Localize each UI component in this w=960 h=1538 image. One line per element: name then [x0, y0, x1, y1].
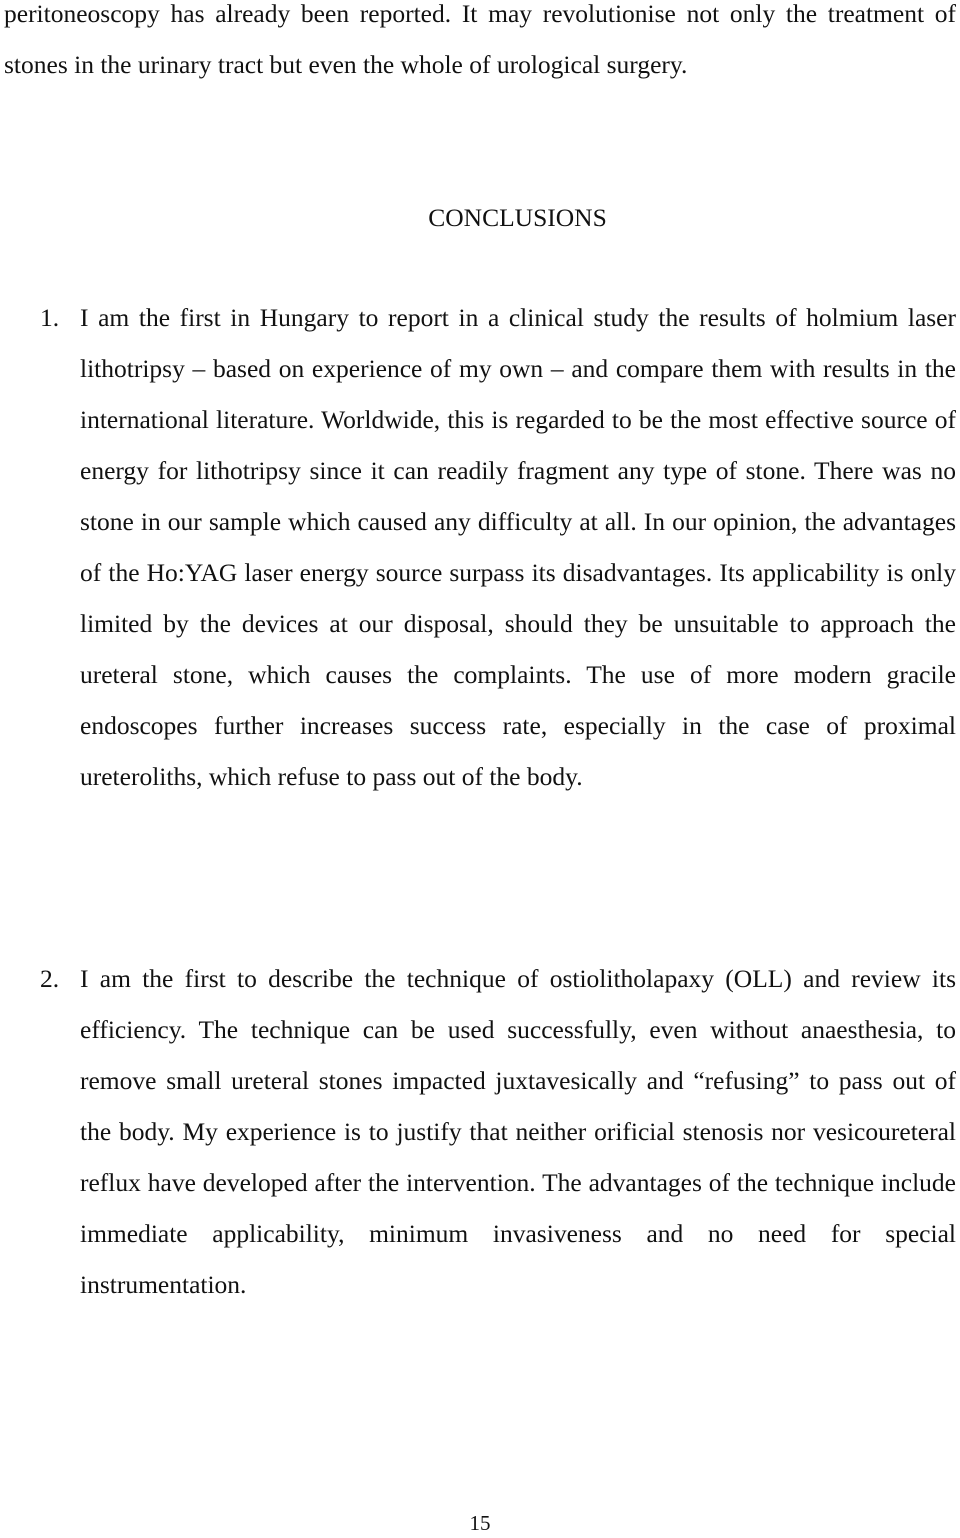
conclusion-text: I am the first to describe the technique of ostiolitholapaxy (OLL) and review its efficiency. The technique can be used successfully, even without anaesthesia, to remove small ureteral stones impacted juxtavesically and “refusing” to pass out of the body. My experience is to justify that neither orificial stenosis nor vesicoureteral reflux have developed after the intervention. The advantages of the technique include immediate applicability, minimum invasiveness and no need for special instrumentation. [80, 964, 956, 1299]
conclusion-number: 1. [40, 303, 60, 332]
page-number: 15 [469, 1511, 491, 1535]
section-heading: CONCLUSIONS [428, 203, 607, 232]
conclusion-number: 2. [40, 964, 60, 993]
intro-paragraph: peritoneoscopy has already been reported. It may revolutionise not only the treatment of stones in the urinary tract but even the whole of urological surgery. [4, 0, 956, 79]
conclusion-text: I am the first in Hungary to report in a clinical study the results of holmium laser lithotripsy – based on experience of my own – and compare them with results in the international literature. Worldwide, this is regarded to be the most effective source of energy for lithotripsy since it can readily fragment any type of stone. There was no stone in our sample which caused any difficulty at all. In our opinion, the advantages of the Ho:YAG laser energy source surpass its disadvantages. Its applicability is only limited by the devices at our disposal, should they be unsuitable to approach the ureteral stone, which causes the complaints. The use of more modern gracile endoscopes further increases success rate, especially in the case of proximal ureteroliths, which refuse to pass out of the body. [80, 303, 956, 791]
